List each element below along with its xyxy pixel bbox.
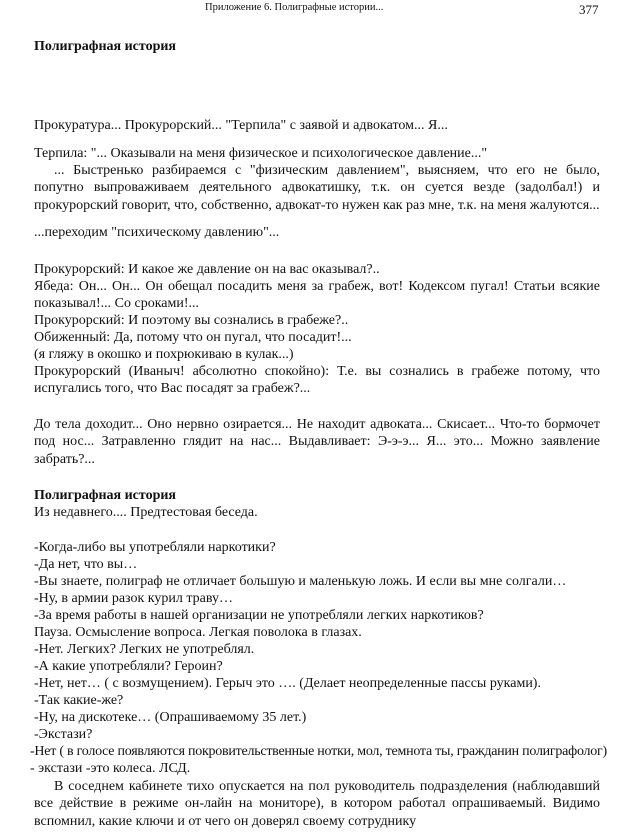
running-title: Приложение 6. Полиграфные истории...: [205, 2, 384, 13]
story2-dialog-line-13: -Нет ( в голосе появляются покровительственные нотки, мол, темнота ты, гражданин полиграфолог): [30, 744, 607, 759]
page-header: [0, 0, 620, 20]
page-number: 377: [579, 2, 599, 17]
story1-paragraph-3: ... Быстренько разбираемся с "физическим давлением", выясняем, что его не было, попутно выпроваживаем деятельного адвокатишку, т.к. он суется везде (задолбал!) и прокурорский говорит, что, собственно, адвокат-то нужен как раз мне, т.к. на меня жалуются...: [34, 163, 600, 213]
story2-paragraph-final: В соседнем кабинете тихо опускается на пол руководитель подразделения (наблюдавший все действие в режиме он-лайн на мониторе), в котором работал опрашиваемый. Видимо вспомнил, какие ключи и от чего он доверял своему сотруднику: [34, 779, 600, 829]
story1-paragraph-4: ...переходим "психическому давлению"...: [34, 225, 280, 240]
story1-dialog-line-4: Обиженный: Да, потому что он пугал, что посадит!...: [34, 330, 352, 345]
story1-dialog-line-3: Прокурорский: И поэтому вы сознались в грабеже?..: [34, 313, 349, 328]
story2-dialog-line-4: -Ну, в армии разок курил траву…: [34, 591, 234, 606]
story2-dialog-line-11: -Ну, на дискотеке… (Опрашиваемому 35 лет.): [34, 710, 307, 725]
story1-dialog-line-1: Прокурорский: И какое же давление он на вас оказывал?..: [34, 262, 380, 277]
story2-dialog-line-7: -Нет. Легких? Легких не употреблял.: [34, 642, 255, 657]
story1-paragraph-2: Терпила: "... Оказывали на меня физическое и психологическое давление...": [34, 146, 488, 161]
story2-dialog-line-8: -А какие употребляли? Героин?: [34, 659, 223, 674]
story1-dialog-line-5: (я гляжу в окошко и похрюкиваю в кулак...): [34, 347, 294, 362]
story2-dialog-line-1: -Когда-либо вы употребляли наркотики?: [34, 540, 276, 555]
story2-dialog-line-5: -За время работы в нашей организации не употребляли легких наркотиков?: [34, 608, 484, 623]
story2-dialog-line-12: -Экстази?: [34, 727, 93, 742]
story1-paragraph-1: Прокуратура... Прокурорский... "Терпила" с заявой и адвокатом... Я...: [34, 118, 448, 133]
story2-dialog-line-10: -Так какие-же?: [34, 693, 124, 708]
story2-dialog-line-13-cont: - экстази -это колеса. ЛСД.: [30, 761, 191, 776]
story1-title: Полиграфная история: [34, 39, 176, 54]
story2-intro: Из недавнего.... Предтестовая беседа.: [34, 505, 258, 520]
story2-dialog-line-3: -Вы знаете, полиграф не отличает большую и маленькую ложь. И если вы мне солгали…: [34, 574, 567, 589]
story2-title: Полиграфная история: [34, 488, 176, 503]
story2-dialog-line-9: -Нет, нет… ( с возмущением). Герыч это …. (Делает неопределенные пассы руками).: [34, 676, 541, 691]
story1-dialog-line-6: Прокурорский (Иваныч! абсолютно спокойно): Т.е. вы сознались в грабеже потому, что испугались того, что Вас посадят за грабеж?...: [34, 364, 600, 397]
story1-dialog-line-2: Ябеда: Он... Он... Он обещал посадить меня за грабеж, вот! Кодексом пугал! Статьи всякие показывал!... Со сроками!...: [34, 279, 600, 312]
story1-paragraph-final: До тела доходит... Оно нервно озирается... Не находит адвоката... Скисает... Что-то бормочет под нос... Затравленно глядит на нас... Выдавливает: Э-э-э... Я... это... Можно заявление забрать?...: [34, 417, 600, 467]
story2-dialog-line-6: Пауза. Осмысление вопроса. Легкая поволока в глазах.: [34, 625, 362, 640]
story2-dialog-line-2: -Да нет, что вы…: [34, 557, 138, 572]
